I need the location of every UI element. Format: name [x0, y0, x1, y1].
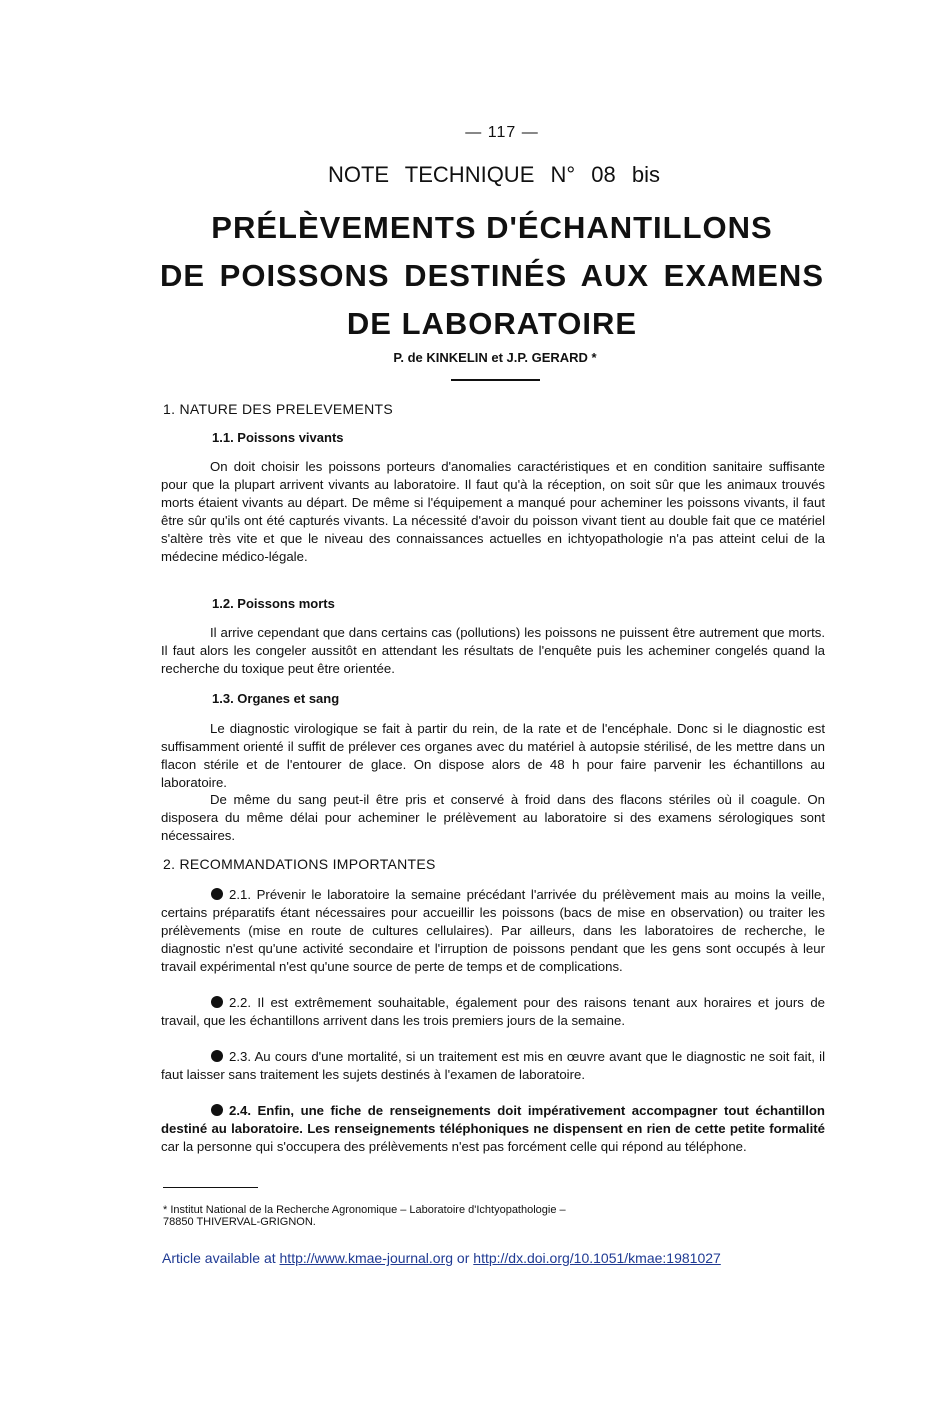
- footnote-line-1: * Institut National de la Recherche Agronomique – Laboratoire d'Ichtyopathologie –: [163, 1204, 566, 1216]
- doi-link[interactable]: http://dx.doi.org/10.1051/kmae:1981027: [473, 1250, 721, 1266]
- section-2-heading: 2. RECOMMANDATIONS IMPORTANTES: [163, 856, 436, 872]
- footnote-rule: [163, 1187, 258, 1188]
- article-prefix: Article available at: [162, 1250, 280, 1266]
- title-line-1: PRÉLÈVEMENTS D'ÉCHANTILLONS: [211, 210, 773, 245]
- recommendation-text-bold: 2.4. Enfin, une fiche de renseignements doit impérativement accompagner tout échantillon destiné au laboratoire. Les renseignements téléphoniques ne dispensent en rien de cette petite formalité: [161, 1103, 825, 1136]
- recommendation-text: 2.2. Il est extrêmement souhaitable, également pour des raisons tenant aux horaires et jours de travail, que les échantillons arrivent dans les trois premiers jours de la semaine.: [161, 995, 825, 1028]
- page-number: — 117 —: [465, 124, 539, 141]
- recommendation-2-4: [161, 1102, 825, 1156]
- recommendation-text: 2.1. Prévenir le laboratoire la semaine précédant l'arrivée du prélèvement mais au moins la veille, certains préparatifs étant nécessaires pour accueillir les poissons (bacs de mise en observation) ou traiter les prélèvements (mise en route de cultures cellulaires). Par ailleurs, dans les laboratoires de recherche, le diagnostic n'est qu'une activité secondaire et l'irruption de poissons pendant que les gens sont occupés à leur travail expérimental n'est qu'une source de perte de temps et de complications.: [161, 887, 825, 974]
- bullet-icon: [211, 996, 223, 1008]
- section-1-1-text: On doit choisir les poissons porteurs d'anomalies caractéristiques et en condition sanitaire suffisante pour que la plupart arrivent vivants au laboratoire. Il faut qu'à la réception, on soit sûr que les animaux trouvés morts étaient vivants au départ. De même si l'équipement a manqué pour acheminer les poissons vivants, il faut être sûr qu'ils ont été capturés vivants. La nécessité d'avoir du poisson vivant tient au double fait que ce matériel s'altère très vite et que le niveau des connaissances actuelles en ichtyopathologie n'a pas atteint celui de la médecine médico-légale.: [161, 459, 825, 564]
- footnote: [163, 1204, 723, 1228]
- section-1-2-heading: 1.2. Poissons morts: [212, 596, 335, 611]
- recommendation-text: 2.3. Au cours d'une mortalité, si un traitement est mis en œuvre avant que le diagnostic ne soit fait, il faut laisser sans traitement les sujets destinés à l'examen de laboratoire.: [161, 1049, 825, 1082]
- article-availability: [162, 1250, 721, 1266]
- title-line-3: DE LABORATOIRE: [346, 306, 638, 341]
- title-line-2: DE POISSONS DESTINÉS AUX EXAMENS: [160, 258, 824, 293]
- bullet-icon: [211, 888, 223, 900]
- bullet-icon: [211, 1050, 223, 1062]
- section-1-heading: 1. NATURE DES PRELEVEMENTS: [163, 401, 394, 417]
- section-1-3-text-2: De même du sang peut-il être pris et conservé à froid dans des flacons stériles où il coagule. On disposera du même délai pour acheminer le prélèvement au laboratoire si des examens sérologiques sont nécessaires.: [161, 792, 825, 843]
- note-title: NOTE TECHNIQUE N° 08 bis: [327, 162, 660, 187]
- journal-link[interactable]: http://www.kmae-journal.org: [279, 1250, 454, 1266]
- recommendation-2-1: [161, 886, 825, 976]
- authors: P. de KINKELIN et J.P. GERARD *: [393, 350, 597, 365]
- article-middle: or: [453, 1250, 474, 1266]
- title-rule: [451, 379, 540, 381]
- section-1-1-heading: 1.1. Poissons vivants: [212, 430, 344, 445]
- recommendation-text-rest: car la personne qui s'occupera des prélèvements n'est pas forcément celle qui répond au téléphone.: [161, 1139, 747, 1154]
- footnote-line-2: 78850 THIVERVAL-GRIGNON.: [163, 1216, 316, 1228]
- section-1-3-text-1: Le diagnostic virologique se fait à partir du rein, de la rate et de l'encéphale. Donc si le diagnostic est suffisamment orienté il suffit de prélever ces organes avec du matériel à autopsie stérilisé, de les mettre dans un flacon stérile et de l'entourer de glace. On dispose alors de 48 h pour faire parvenir les échantillons au laboratoire.: [161, 721, 825, 790]
- recommendation-2-3: [161, 1048, 825, 1084]
- bullet-icon: [211, 1104, 223, 1116]
- section-1-2-text: Il arrive cependant que dans certains cas (pollutions) les poissons ne puissent être autrement que morts. Il faut alors les congeler aussitôt en attendant les résultats de l'enquête puis les acheminer congelés quand la recherche du toxique peut être orientée.: [161, 625, 825, 676]
- section-1-3-heading: 1.3. Organes et sang: [212, 691, 340, 706]
- recommendation-2-2: [161, 994, 825, 1030]
